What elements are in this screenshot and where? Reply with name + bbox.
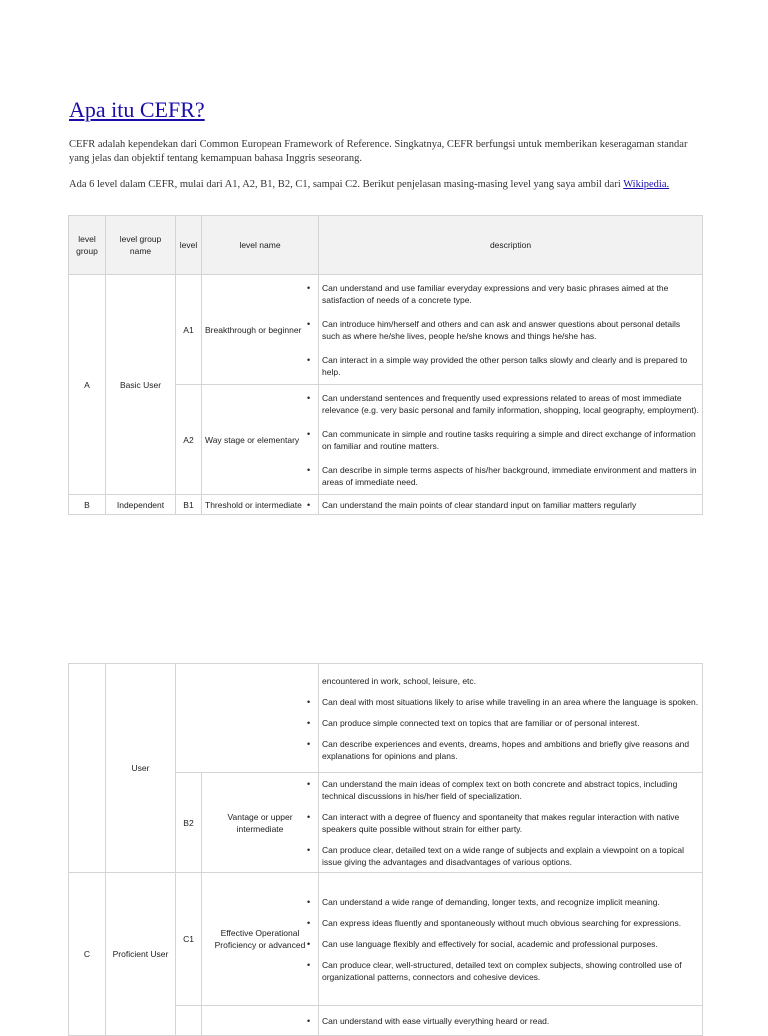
level-name-a1: Breakthrough or beginner [202,275,319,385]
level-b1: B1 [176,495,202,515]
description-item: • Can interact in a simple way provided the other person talks slowly and clearly and is prepared to help. [322,354,699,378]
description-a2 [319,385,703,495]
description-item: • Can express ideas fluently and spontaneously without much obvious searching for expressions. [322,917,699,929]
description-b1-start [319,495,703,515]
level-name-a2: Way stage or elementary [202,385,319,495]
group-code-a: A [69,275,106,495]
intro-paragraph: CEFR adalah kependekan dari Common European Framework of Reference. Singkatnya, CEFR berfungsi untuk memberikan keseragaman standar yang jelas dan objektif tentang kemampuan bahasa Inggris seseorang. [69,139,688,164]
level-name-c2 [202,1006,319,1036]
page-title[interactable]: Apa itu CEFR? [69,97,205,122]
description-item: • Can describe experiences and events, dreams, hopes and ambitions and briefly give reasons and explanations for opinions and plans. [322,738,699,762]
level-a2: A2 [176,385,202,495]
description-item: • Can deal with most situations likely to arise while traveling in an area where the language is spoken. [322,696,699,708]
header-level-group: level group [69,216,106,275]
description-item: • Can understand sentences and frequently used expressions related to areas of most immediate relevance (e.g. very basic personal and family information, shopping, local geography, employment). [322,392,699,416]
cefr-table-part-2 [68,663,703,1036]
description-c2-start [319,1006,703,1036]
cefr-table-part-1 [68,215,703,515]
description-item: • Can understand a wide range of demanding, longer texts, and recognize implicit meaning. [322,896,699,908]
group-code-c: C [69,873,106,1036]
description-item: • Can introduce him/herself and others and can ask and answer questions about personal details such as where he/she lives, people he/she knows and things he/she has. [322,318,699,342]
group-code-b-continued [69,664,106,873]
description-item: • Can interact with a degree of fluency and spontaneity that makes regular interaction with native speakers quite possible without strain for either party. [322,811,699,835]
header-level-group-name: level group name [106,216,176,275]
group-name-a: Basic User [106,275,176,495]
table-row-a1 [69,275,703,385]
description-item: • Can understand the main points of clear standard input on familiar matters regularly [322,499,699,511]
level-c2 [176,1006,202,1036]
header-level-name: level name [202,216,319,275]
levels-paragraph [69,178,709,192]
table-header-row [69,216,703,275]
levels-text: Ada 6 level dalam CEFR, mulai dari A1, A2, B1, B2, C1, sampai C2. Berikut penjelasan masing-masing level yang saya ambil dari [69,179,621,190]
description-a1 [319,275,703,385]
level-c1: C1 [176,873,202,1006]
description-b2 [319,773,703,873]
level-cell-b1-continued [176,664,319,773]
table-row-b1-continued [69,664,703,773]
description-item: • Can communicate in simple and routine tasks requiring a simple and direct exchange of information on familiar and routine matters. [322,428,699,452]
group-name-b-part1: Independent [106,495,176,515]
wikipedia-link[interactable]: Wikipedia. [623,179,670,190]
table-row-b1 [69,495,703,515]
description-item: • Can understand the main ideas of complex text on both concrete and abstract topics, including technical discussions in his/her field of specialization. [322,778,699,802]
description-item: • Can understand with ease virtually everything heard or read. [322,1015,699,1027]
header-level: level [176,216,202,275]
level-name-b2: Vantage or upper intermediate [202,773,319,873]
level-name-b1: Threshold or intermediate [202,495,319,515]
group-name-b-part2: User [106,664,176,873]
description-item: • Can understand and use familiar everyday expressions and very basic phrases aimed at the satisfaction of needs of a concrete type. [322,282,699,306]
table-row-c1 [69,873,703,1006]
description-item: • Can use language flexibly and effectively for social, academic and professional purposes. [322,938,699,950]
description-item: • Can describe in simple terms aspects of his/her background, immediate environment and matters in areas of immediate need. [322,464,699,488]
level-name-c1: Effective Operational Proficiency or advanced [202,873,319,1006]
description-c1 [319,873,703,1006]
description-item: • Can produce clear, detailed text on a wide range of subjects and explain a viewpoint on a topical issue giving the advantages and disadvantages of various options. [322,844,699,868]
group-code-b: B [69,495,106,515]
description-continuation: encountered in work, school, leisure, etc. [322,676,477,686]
header-description: description [319,216,703,275]
description-b1-continued [319,664,703,773]
level-b2: B2 [176,773,202,873]
description-item: • Can produce clear, well-structured, detailed text on complex subjects, showing controlled use of organizational patterns, connectors and cohesive devices. [322,959,699,983]
group-name-c: Proficient User [106,873,176,1036]
description-item: • Can produce simple connected text on topics that are familiar or of personal interest. [322,717,699,729]
level-a1: A1 [176,275,202,385]
